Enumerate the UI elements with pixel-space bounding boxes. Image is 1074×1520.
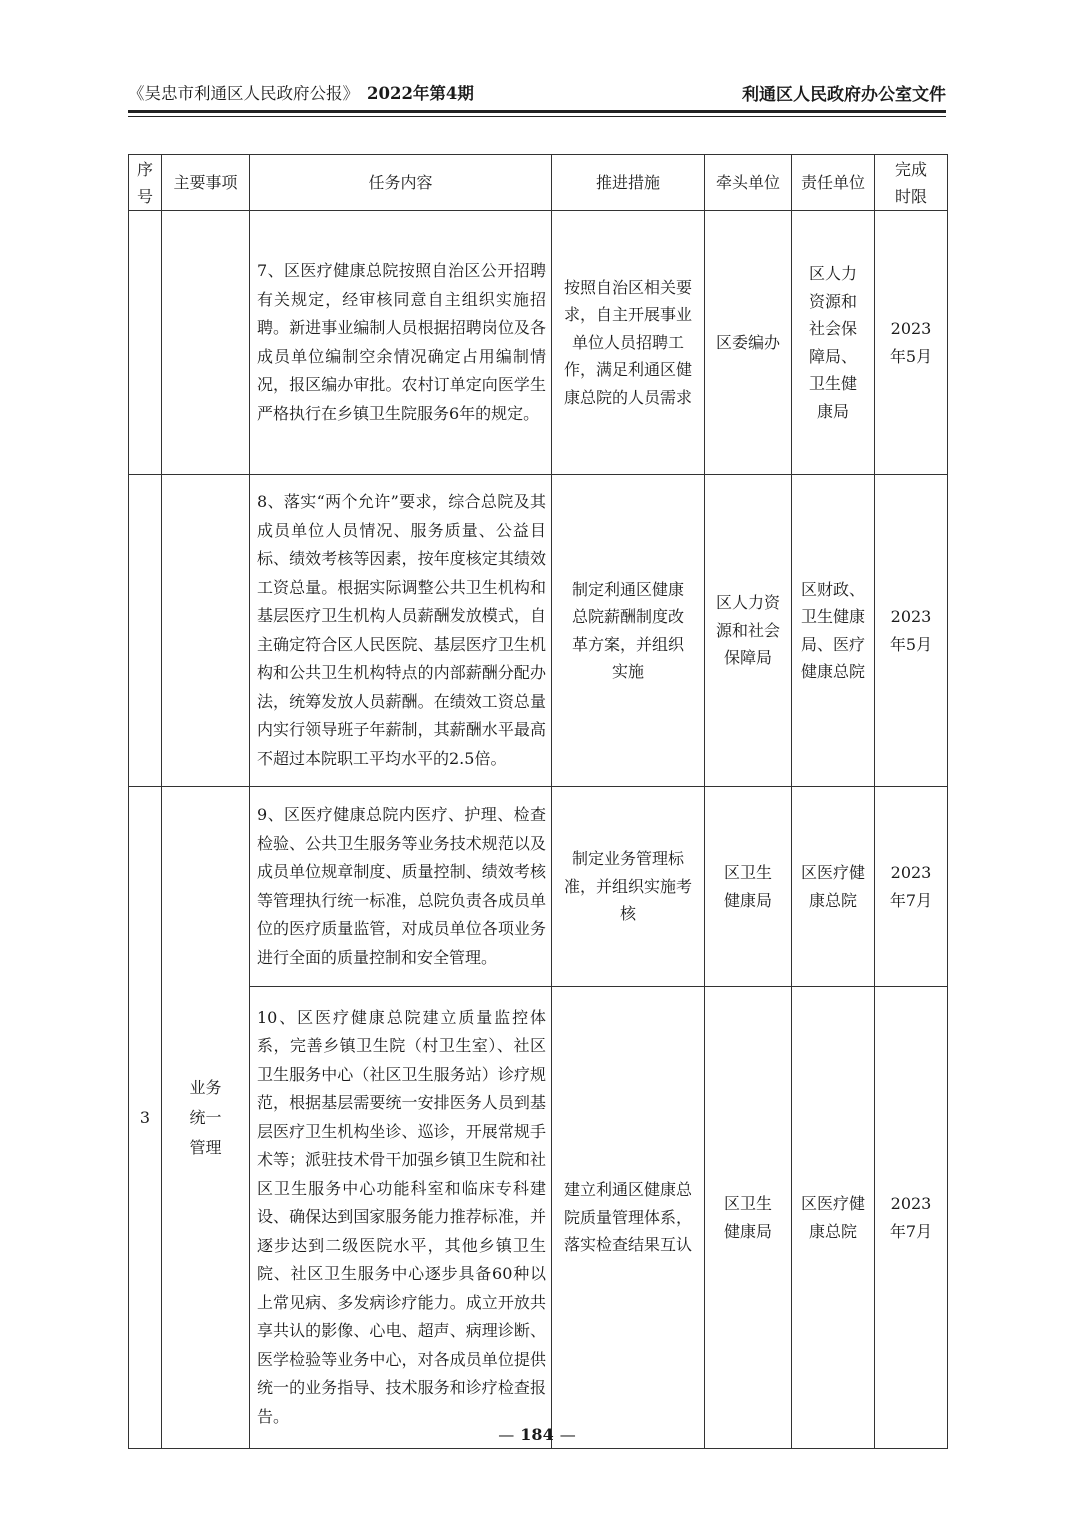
- task-measure: [552, 787, 705, 987]
- deadline: [875, 211, 948, 475]
- column-header-measure: 推进措施: [552, 155, 705, 211]
- column-header-content: 任务内容: [250, 155, 552, 211]
- main-item-text: 业务统一管理: [189, 1077, 222, 1157]
- responsible-unit-text: 区医疗健康总院: [800, 863, 865, 910]
- table-row: [129, 987, 948, 1449]
- main-item: [162, 787, 250, 1449]
- publication-name: 《吴忠市利通区人民政府公报》: [128, 84, 359, 103]
- responsible-unit: 区财政、卫生健康局、医疗健康总院: [792, 475, 875, 787]
- column-header-item: 主要事项: [162, 155, 250, 211]
- task-table: [128, 154, 948, 1449]
- task-content: 9、区医疗健康总院内医疗、护理、检查检验、公共卫生服务等业务技术规范以及成员单位规章制度、质量控制、绩效考核等管理执行统一标准，总院负责各成员单位的医疗质量监管，对成员单位各项业务进行全面的质量控制和安全管理。: [250, 787, 552, 987]
- header-rule-thin: [128, 116, 946, 117]
- task-measure: [552, 475, 705, 787]
- lead-unit-text: 区人力资源和社会保障局: [715, 593, 780, 668]
- responsible-unit: [792, 787, 875, 987]
- task-content: 8、落实“两个允许”要求，综合总院及其成员单位人员情况、服务质量、公益目标、绩效考核等因素，按年度核定其绩效工资总量。根据实际调整公共卫生机构和基层医疗卫生机构人员薪酬发放模式，自主确定符合区人民医院、基层医疗卫生机构和公共卫生机构特点的内部薪酬分配办法，统筹发放人员薪酬。在绩效工资总量内实行领导班子年薪制，其薪酬水平最高不超过本院职工平均水平的2.5倍。: [250, 475, 552, 787]
- task-measure: 按照自治区相关要求，自主开展事业单位人员招聘工作，满足利通区健康总院的人员需求: [552, 211, 705, 475]
- page-header: [128, 78, 946, 106]
- table-row: [129, 787, 948, 987]
- seq-cell: [129, 211, 162, 475]
- column-header-deadline-label: 完成时限: [894, 159, 927, 206]
- deadline-text: 2023年7月: [889, 863, 933, 910]
- task-content: 10、区医疗健康总院建立质量监控体系，完善乡镇卫生院（村卫生室）、社区卫生服务中心（社区卫生服务站）诊疗规范，根据基层需要统一安排医务人员到基层医疗卫生机构坐诊、巡诊，开展常规手术等；派驻技术骨干加强乡镇卫生院和社区卫生服务中心功能科室和临床专科建设、确保达到国家服务能力推荐标准，并逐步达到二级医院水平，其他乡镇卫生院、社区卫生服务中心逐步具备60种以上常见病、多发病诊疗能力。成立开放共享共认的影像、心电、超声、病理诊断、医学检验等业务中心，对各成员单位提供统一的业务指导、技术服务和诊疗检查报告。: [250, 987, 552, 1449]
- table-row: [129, 475, 948, 787]
- table-row: [129, 211, 948, 475]
- column-header-responsible: 责任单位: [792, 155, 875, 211]
- deadline: [875, 787, 948, 987]
- page-number: 184: [520, 1425, 554, 1444]
- document-type: 利通区人民政府办公室文件: [742, 85, 946, 105]
- column-header-seq-label: 序号: [136, 159, 153, 206]
- lead-unit: [705, 987, 792, 1449]
- footer-dash-left: —: [498, 1425, 515, 1444]
- issue-number: 2022年第4期: [367, 84, 474, 103]
- deadline: [875, 475, 948, 787]
- deadline-text: 2023年7月: [889, 1194, 933, 1241]
- table-header-row: [129, 155, 948, 211]
- lead-unit-text: 区卫生健康局: [723, 863, 772, 910]
- seq-number: 3: [129, 787, 162, 1449]
- column-header-lead: 牵头单位: [705, 155, 792, 211]
- lead-unit: 区委编办: [705, 211, 792, 475]
- task-measure-text: 制定业务管理标准，并组织实施考核: [564, 849, 693, 924]
- deadline-text: 2023年5月: [889, 607, 933, 654]
- task-measure: 建立利通区健康总院质量管理体系，落实检查结果互认: [552, 987, 705, 1449]
- responsible-unit-text: 区人力资源和社会保障局、卫生健康局: [808, 264, 857, 421]
- lead-unit: [705, 475, 792, 787]
- footer-dash-right: —: [559, 1425, 576, 1444]
- responsible-unit: [792, 987, 875, 1449]
- deadline-text: 2023年5月: [889, 319, 933, 366]
- header-rule-thick: [128, 110, 946, 113]
- page-footer: [0, 1425, 1074, 1444]
- column-header-deadline: [875, 155, 948, 211]
- responsible-unit: [792, 211, 875, 475]
- deadline: [875, 987, 948, 1449]
- item-cell: [162, 211, 250, 475]
- task-measure-text: 制定利通区健康总院薪酬制度改革方案，并组织实施: [571, 579, 684, 681]
- seq-cell: [129, 475, 162, 787]
- lead-unit-text: 区卫生健康局: [723, 1194, 772, 1241]
- item-cell: [162, 475, 250, 787]
- responsible-unit-text: 区医疗健康总院: [800, 1194, 865, 1241]
- publication-title: [128, 80, 474, 104]
- column-header-seq: [129, 155, 162, 211]
- task-content: 7、区医疗健康总院按照自治区公开招聘有关规定，经审核同意自主组织实施招聘。新进事业编制人员根据招聘岗位及各成员单位编制空余情况确定占用编制情况，报区编办审批。农村订单定向医学生严格执行在乡镇卫生院服务6年的规定。: [250, 211, 552, 475]
- lead-unit: [705, 787, 792, 987]
